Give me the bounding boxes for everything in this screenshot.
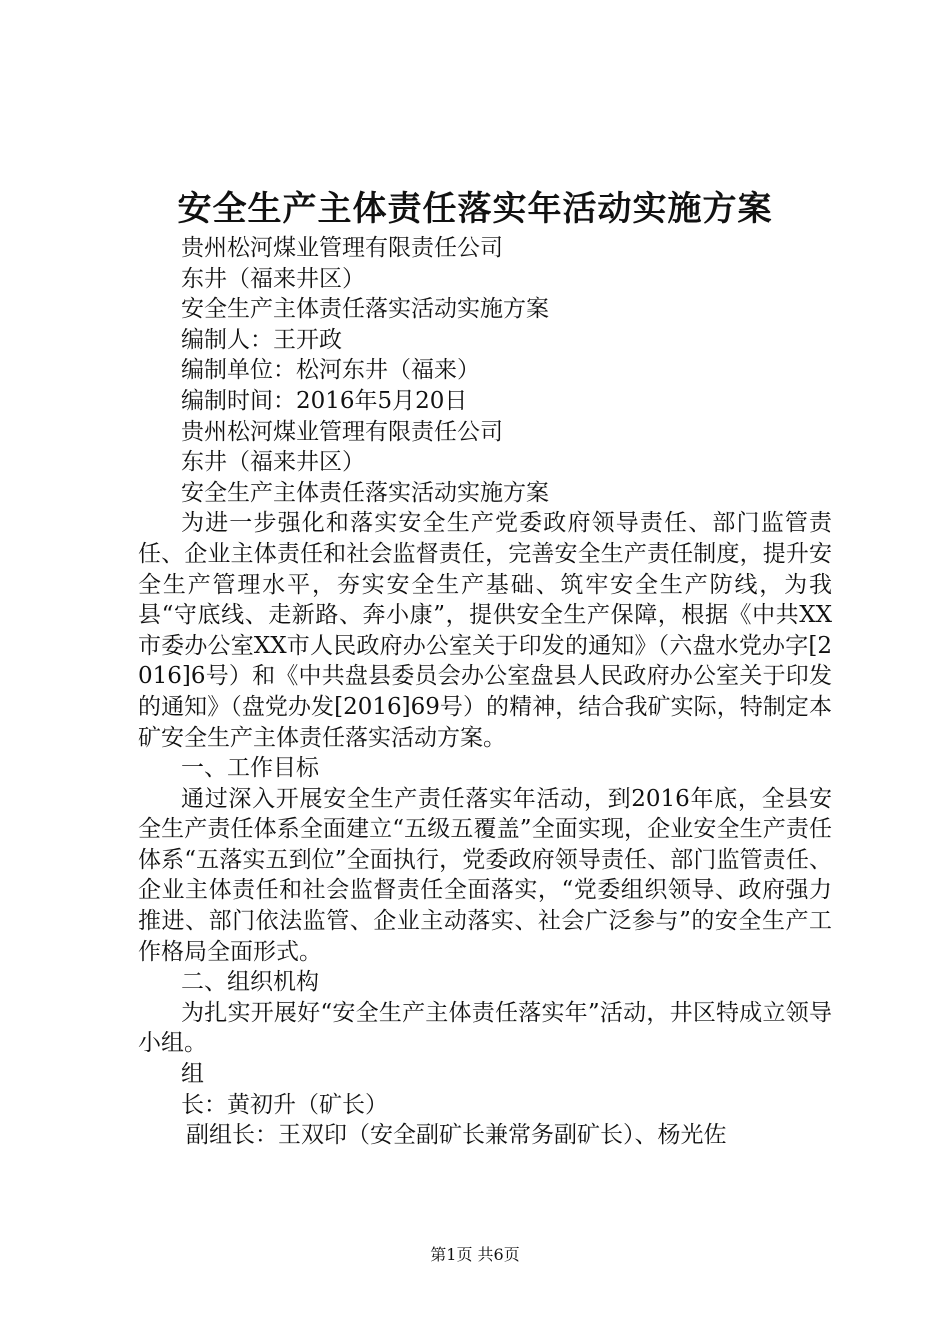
header-line-company: 贵州松河煤业管理有限责任公司 bbox=[181, 235, 503, 261]
header-line-date: 编制时间：2016年5月20日 bbox=[181, 387, 468, 414]
header-line-district: 东井（福来井区） bbox=[181, 265, 365, 292]
section-heading-goals: 一、工作目标 bbox=[181, 755, 319, 782]
header-line-unit: 编制单位：松河东井（福来） bbox=[181, 357, 480, 384]
organization-paragraph: 为扎实开展好“安全生产主体责任落实年”活动，井区特成立领导小组。 bbox=[138, 999, 832, 1057]
header-line-plan-name: 安全生产主体责任落实活动实施方案 bbox=[181, 296, 549, 323]
document-title: 安全生产主体责任落实年活动实施方案 bbox=[177, 189, 773, 229]
intro-paragraph: 为进一步强化和落实安全生产党委政府领导责任、部门监管责任、企业主体责任和社会监督责任，完善安全生产责任制度，提升安全生产管理水平，夯实安全生产基础、筑牢安全生产防线，为我县“守底线、走新路、奔小康”，提供安全生产保障，根据《中共XX市委办公室XX市人民政府办公室关于印发的通知》（六盘水党办字[2016]6号）和《中共盘县委员会办公室盘县人民政府办公室关于印发的通知》（盘党办发[2016]69号）的精神，结合我矿实际，特制定本矿安全生产主体责任落实活动方案。 bbox=[138, 510, 832, 751]
group-label: 组 bbox=[181, 1061, 204, 1088]
header-line-author: 编制人：王开政 bbox=[181, 326, 342, 353]
goals-paragraph: 通过深入开展安全生产责任落实年活动，到2016年底，全县安全生产责任体系全面建立“五级五覆盖”全面实现，企业安全生产责任体系“五落实五到位”全面执行，党委政府领导责任、部门监管责任、企业主体责任和社会监督责任全面落实，“党委组织领导、政府强力推进、部门依法监管、企业主动落实、社会广泛参与”的安全生产工作格局全面形式。 bbox=[138, 785, 832, 965]
header-line-district-repeat: 东井（福来井区） bbox=[181, 449, 365, 476]
page-footer: 第1页 共6页 bbox=[430, 1245, 520, 1264]
section-heading-organization: 二、组织机构 bbox=[181, 969, 319, 996]
deputy-leader-line: 副组长：王双印（安全副矿长兼常务副矿长）、杨光佐 bbox=[186, 1122, 727, 1149]
document-body bbox=[138, 233, 832, 1151]
group-leader-line: 长：黄初升（矿长） bbox=[181, 1091, 388, 1118]
header-line-company-repeat: 贵州松河煤业管理有限责任公司 bbox=[181, 418, 503, 445]
header-line-plan-name-repeat: 安全生产主体责任落实活动实施方案 bbox=[181, 479, 549, 506]
